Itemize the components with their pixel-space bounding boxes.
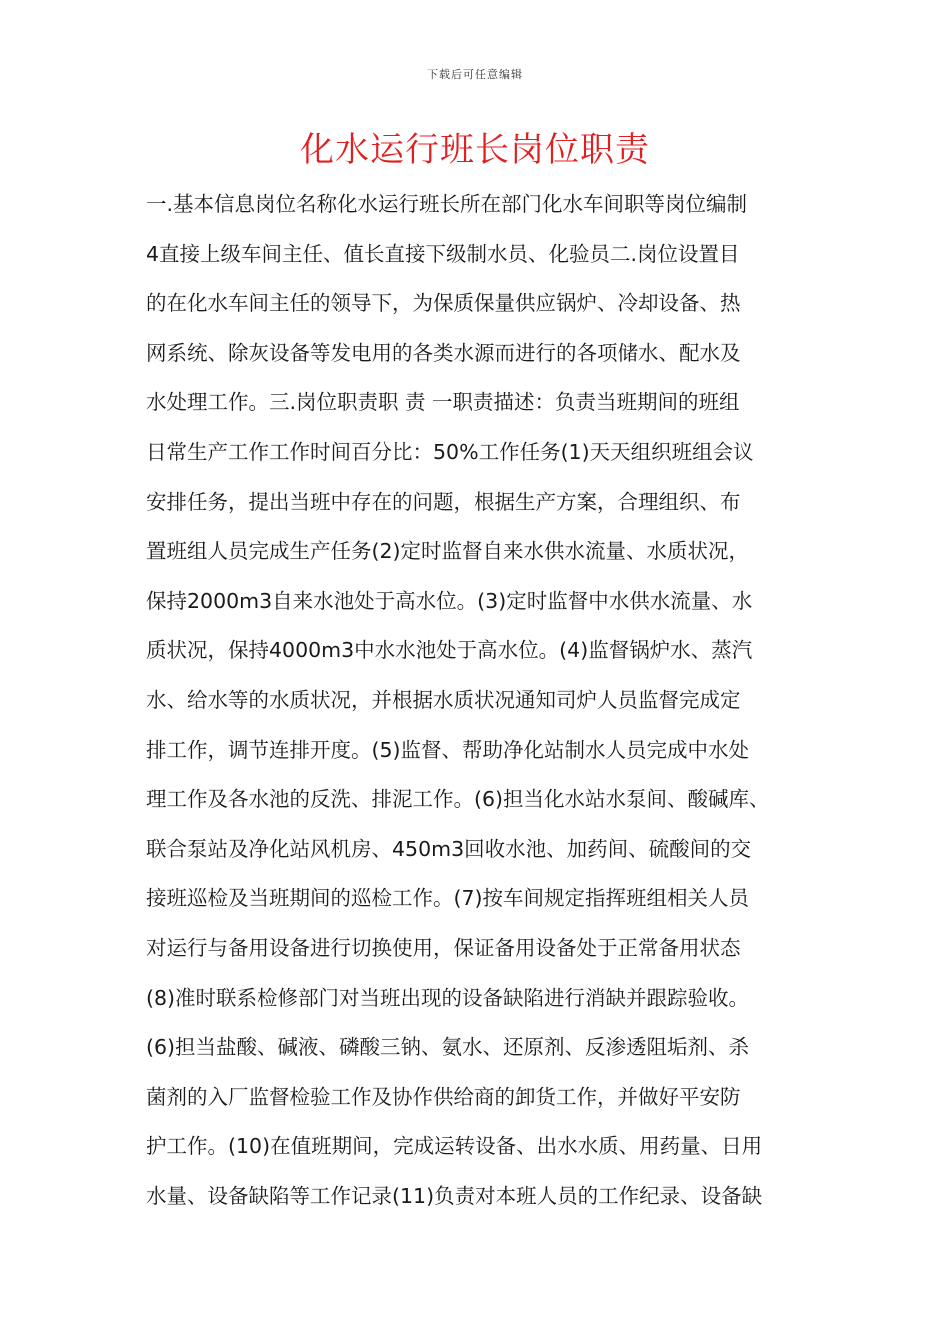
header-note: 下载后可任意编辑	[427, 68, 523, 81]
body-line: (8)准时联系检修部门对当班出现的设备缺陷进行消缺并跟踪验收。	[146, 985, 750, 1010]
body-line: 水量、设备缺陷等工作记录(11)负责对本班人员的工作纪录、设备缺	[146, 1183, 763, 1208]
document-title: 化水运行班长岗位职责	[300, 130, 650, 170]
body-line: 排工作，调节连排开度。(5)监督、帮助净化站制水人员完成中水处	[146, 737, 750, 762]
body-line: 理工作及各水池的反洗、排泥工作。(6)担当化水站水泵间、酸碱库、	[146, 787, 770, 812]
body-line: 网系统、除灰设备等发电用的各类水源而进行的各项储水、配水及	[146, 340, 741, 365]
body-line: 置班组人员完成生产任务(2)定时监督自来水供水流量、水质状况，	[146, 539, 750, 564]
body-line: 一.基本信息岗位名称化水运行班长所在部门化水车间职等岗位编制	[146, 192, 748, 216]
body-line: 保持2000m3自来水池处于高水位。(3)定时监督中水供水流量、水	[146, 588, 753, 613]
body-line: 菌剂的入厂监督检验工作及协作供给商的卸货工作，并做好平安防	[146, 1084, 741, 1109]
document-body	[146, 180, 810, 1221]
body-line: 接班巡检及当班期间的巡检工作。(7)按车间规定指挥班组相关人员	[146, 886, 750, 911]
body-line: 的在化水车间主任的领导下，为保质保量供应锅炉、冷却设备、热	[146, 291, 741, 316]
body-line: 质状况，保持4000m3中水水池处于高水位。(4)监督锅炉水、蒸汽	[146, 638, 753, 663]
body-line: 日常生产工作工作时间百分比：50%工作任务(1)天天组织班组会议	[146, 439, 754, 464]
body-line: (6)担当盐酸、碱液、磷酸三钠、氨水、还原剂、反渗透阻垢剂、杀	[146, 1035, 750, 1060]
body-line: 水、给水等的水质状况，并根据水质状况通知司炉人员监督完成定	[146, 687, 741, 712]
body-line: 4直接上级车间主任、值长直接下级制水员、化验员二.岗位设置目	[146, 241, 740, 266]
body-line: 对运行与备用设备进行切换使用，保证备用设备处于正常备用状态	[146, 935, 741, 960]
body-line: 安排任务，提出当班中存在的问题，根据生产方案，合理组织、布	[146, 489, 741, 514]
body-line: 护工作。(10)在值班期间，完成运转设备、出水水质、用药量、日用	[146, 1134, 763, 1159]
body-line: 联合泵站及净化站风机房、450m3回收水池、加药间、硫酸间的交	[146, 836, 752, 861]
body-line: 水处理工作。三.岗位职责职 责 一职责描述：负责当班期间的班组	[146, 390, 740, 415]
